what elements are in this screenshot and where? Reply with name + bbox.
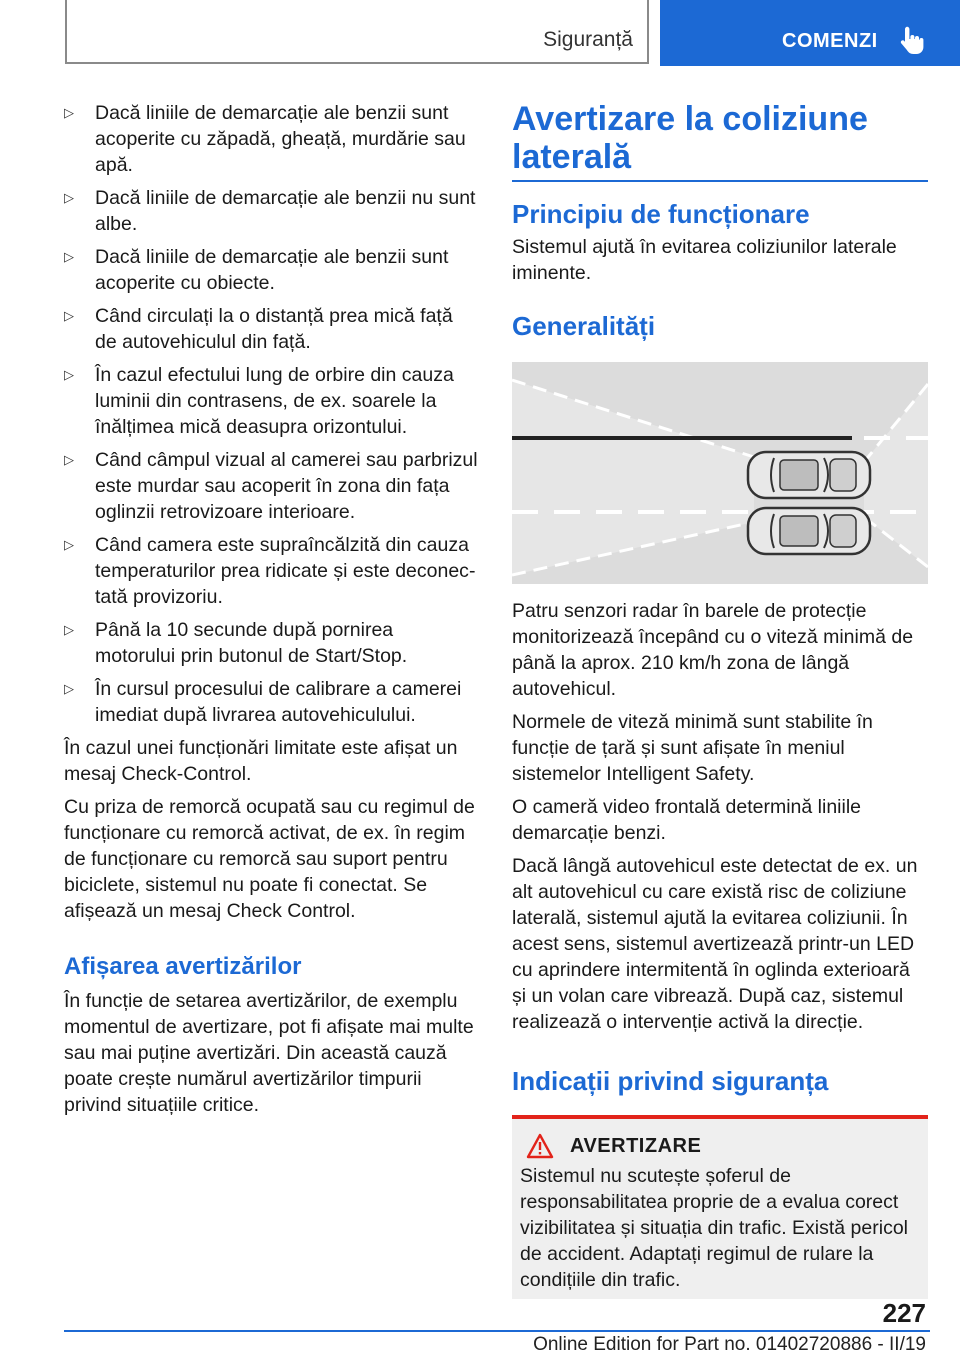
list-item: ▷ Dacă liniile de demarcație ale benzii sunt acoperite cu zăpadă, gheață, murdărie sau apă.: [64, 102, 466, 176]
paragraph-warnings: În funcție de setarea avertizărilor, de exemplu momentul de avertizare, pot fi afișate mai multe sau mai puține avertizări. Din această cauză poate crește numărul avertizărilor timpurii privind situațiile critice.: [64, 990, 474, 1116]
car-other-vehicle: [748, 508, 870, 554]
triangle-bullet-icon: ▷: [64, 622, 74, 637]
title-divider: [512, 180, 928, 182]
heading-principle: Principiu de funcționare: [512, 199, 810, 229]
section-title: Siguranță: [543, 28, 633, 51]
list-item: ▷ În cursul procesului de calibrare a camerei imediat după livrarea autovehiculului.: [64, 678, 462, 726]
triangle-bullet-icon: ▷: [64, 452, 74, 467]
list-item: ▷ Dacă liniile de demarcație ale benzii sunt acoperite cu obiecte.: [64, 246, 449, 294]
warning-triangle-icon: [526, 1133, 554, 1159]
warning-text: Sistemul nu scutește șoferul de responsabilitatea proprie de a evalua corect vizibilitatea și situația din trafic. Există pericol de accident. Adaptați regimul de rulare la condițiile din trafic.: [520, 1165, 908, 1291]
paragraph-check-control: În cazul unei funcționări limitate este afișat un mesaj Check-Control.: [64, 737, 458, 785]
car-own-vehicle: [748, 452, 870, 498]
triangle-bullet-icon: ▷: [64, 537, 74, 552]
triangle-bullet-icon: ▷: [64, 308, 74, 323]
heading-warnings-display: Afișarea avertizărilor: [64, 953, 302, 980]
paragraph-intervention: Dacă lângă autovehicul este detectat de ex. un alt autovehicul cu care există risc de coliziune laterală, sistemul ajută la evitarea coliziunii. În acest sens, sistemul avertizează printr-un LED cu aprindere intermitentă în oglinda exterioară și un volan care vibrează. După caz, sistemul realizează o intervenție activă la direcție.: [512, 855, 918, 1033]
warning-title: AVERTIZARE: [570, 1134, 702, 1157]
warning-header: [520, 1133, 922, 1159]
triangle-bullet-icon: ▷: [64, 681, 74, 696]
header-section-box: [65, 0, 649, 64]
right-column: [512, 100, 928, 1299]
page-number: 227: [882, 1298, 926, 1328]
footer-edition: Online Edition for Part no. 01402720886 - II/19: [533, 1334, 926, 1355]
radar-illustration: [512, 362, 928, 584]
heading-safety: Indicații privind siguranța: [512, 1066, 829, 1096]
footer-divider: [64, 1330, 930, 1332]
paragraph-principle: Sistemul ajută în evitarea coliziunilor laterale iminente.: [512, 236, 897, 284]
paragraph-camera: O cameră video frontală determină liniile demarcație benzi.: [512, 796, 862, 844]
left-column: [64, 100, 478, 1125]
radar-zones-diagram: [512, 362, 928, 584]
triangle-bullet-icon: ▷: [64, 367, 74, 382]
paragraph-trailer: Cu priza de remorcă ocupată sau cu regimul de funcționare cu remorcă activat, de ex. în regim de funcționare cu remorcă sau suport pentru biciclete, sistemul nu poate fi conectat. Se afișează un mesaj Check Control.: [64, 796, 475, 922]
list-item: ▷ În cazul efectului lung de orbire din cauza luminii din contrasens, de ex. soarele la înălțimea mică deasupra orizontului.: [64, 364, 454, 438]
tab-label: COMENZI: [782, 30, 878, 52]
heading-general: Generalități: [512, 311, 656, 341]
paragraph-radar: Patru senzori radar în barele de protecție monitorizează începând cu o viteză minimă de până la aprox. 210 km/h zona de lângă autovehicul.: [512, 600, 914, 700]
list-item: ▷ Când circulați la o distanță prea mică față de autovehiculul din față.: [64, 305, 453, 353]
triangle-bullet-icon: ▷: [64, 190, 74, 205]
triangle-bullet-icon: ▷: [64, 105, 74, 120]
list-item: ▷ Când camera este supraîncălzită din cauza temperaturilor prea ridicate și este deconectată provizoriu.: [64, 534, 476, 608]
warning-box: [512, 1115, 928, 1299]
paragraph-speed: Normele de viteză minimă sunt stabilite în funcție de țară și sunt afișate în meniul sistemelor Intelligent Safety.: [512, 711, 873, 785]
hand-pointer-icon: [896, 26, 926, 56]
triangle-bullet-icon: ▷: [64, 249, 74, 264]
tab-comenzi[interactable]: [660, 0, 960, 66]
list-item: ▷ Când câmpul vizual al camerei sau parbrizul este murdar sau acoperit în zona din fața oglinzii retrovizoare interioare.: [64, 449, 478, 523]
list-item: ▷ Până la 10 secunde după pornirea motorului prin butonul de Start/Stop.: [64, 619, 408, 667]
list-item: ▷ Dacă liniile de demarcație ale benzii nu sunt albe.: [64, 187, 476, 235]
page-title: Avertizare la coliziune laterală: [512, 100, 868, 176]
condition-list: [64, 100, 478, 728]
